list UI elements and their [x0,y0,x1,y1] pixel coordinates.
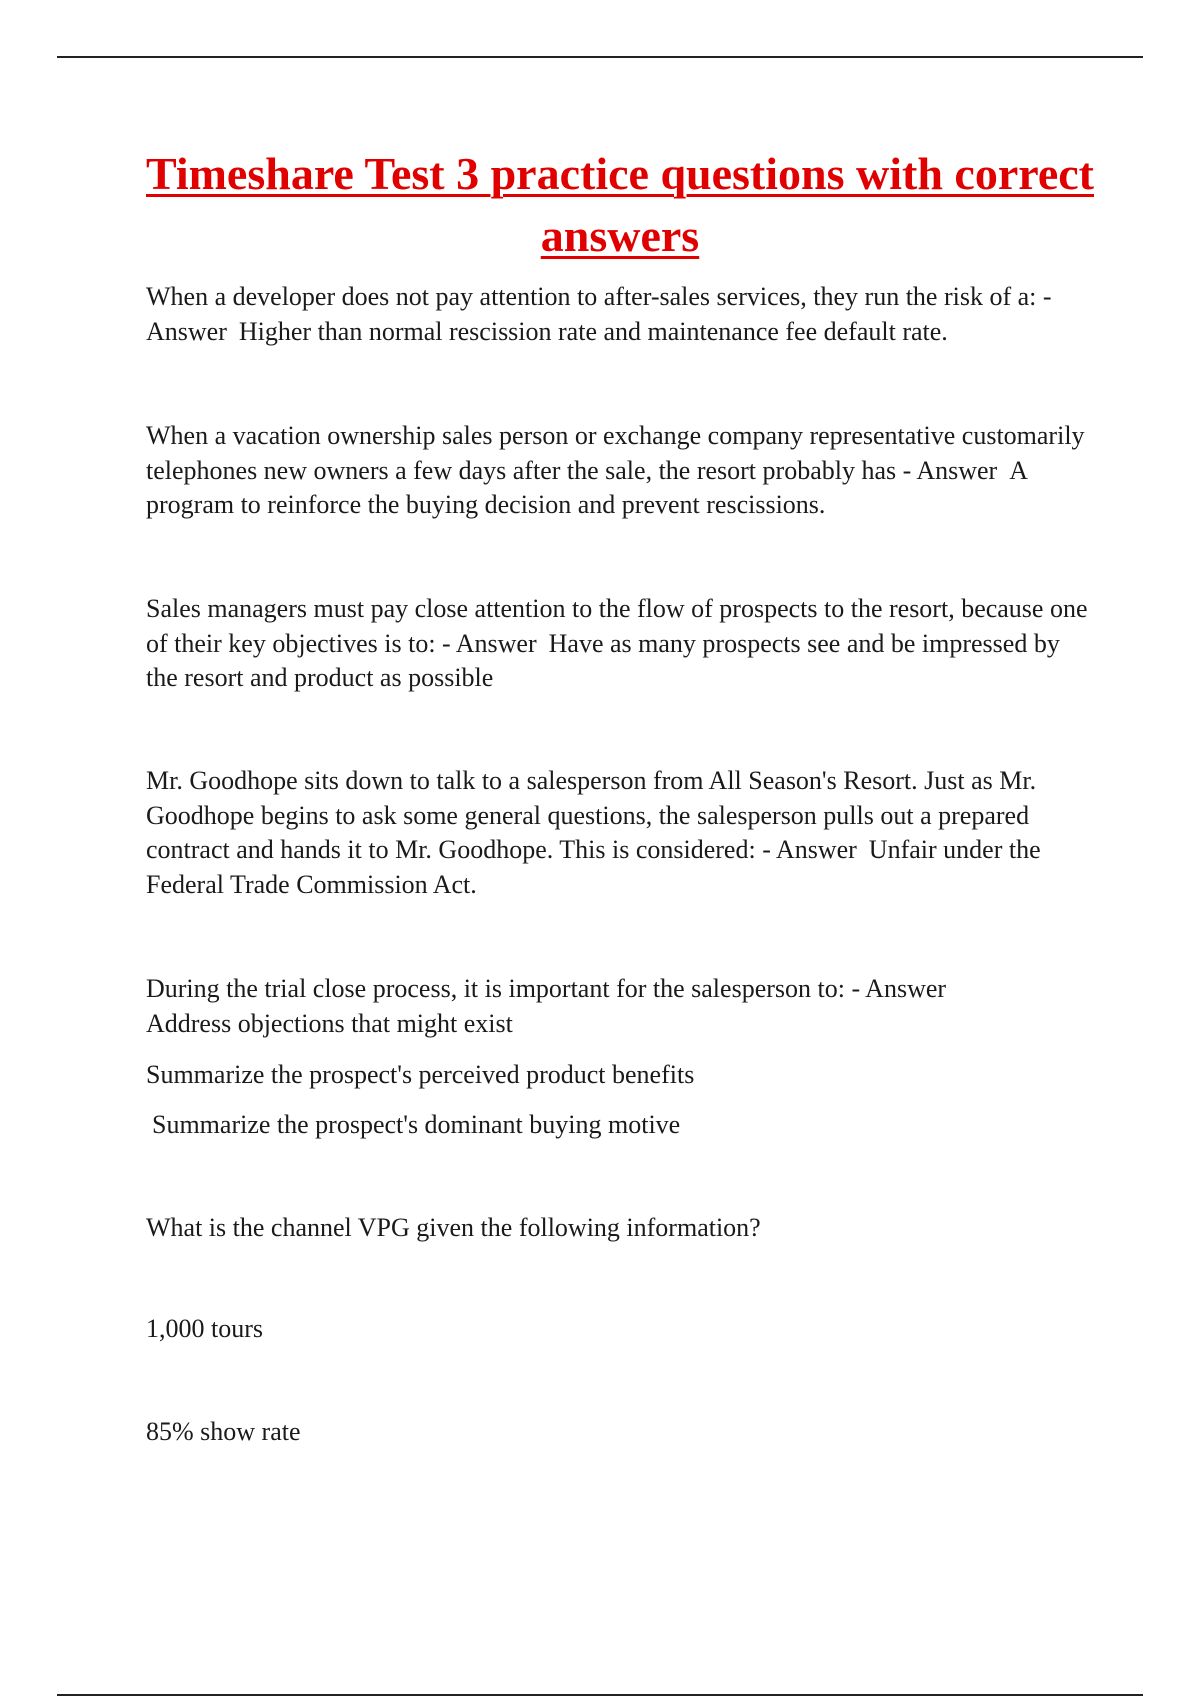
qa-item [146,419,1092,523]
qa-item [146,592,1092,696]
vpg-show-rate: 85% show rate [146,1417,301,1446]
bottom-rule [57,1694,1143,1696]
qa-item [146,972,1092,1041]
answer-text: Address objections that might exist [146,1008,513,1038]
question-text: When a vacation ownership sales person or exchange company representative customarily telephones new owners a few days after the sale, the resort probably has - Answer [146,421,1085,485]
answer-line: Summarize the prospect's dominant buying motive [152,1110,681,1139]
page-title: Timeshare Test 3 practice questions with correct answers [145,148,1094,261]
answer-text: Unfair under the Federal Trade Commission Act. [146,835,1041,899]
top-rule [57,56,1143,58]
answer-text: Higher than normal rescission rate and maintenance fee default rate. [238,316,948,346]
vpg-question: What is the channel VPG given the following information? [146,1213,761,1242]
question-text: Sales managers must pay close attention to the flow of prospects to the resort, because one of their key objectives is to: - Answer [146,594,1088,658]
vpg-tours: 1,000 tours [146,1314,263,1343]
question-text: Mr. Goodhope sits down to talk to a salesperson from All Season's Resort. Just as Mr. Goodhope begins to ask some general questions, the salesperson pulls out a prepared contract and hands it to Mr. Goodhope. This is considered: - Answer [146,766,1037,864]
question-text: When a developer does not pay attention to after-sales services, they run the risk of a: - Answer [146,282,1052,346]
qa-item [146,280,1092,349]
answer-text: Have as many prospects see and be impressed by the resort and product as possible [146,628,1060,692]
qa-item [146,764,1092,902]
answer-text: A program to reinforce the buying decision and prevent rescissions. [146,455,1027,519]
answer-line: Summarize the prospect's perceived product benefits [146,1060,695,1089]
question-text: During the trial close process, it is important for the salesperson to: - Answer [146,974,947,1003]
